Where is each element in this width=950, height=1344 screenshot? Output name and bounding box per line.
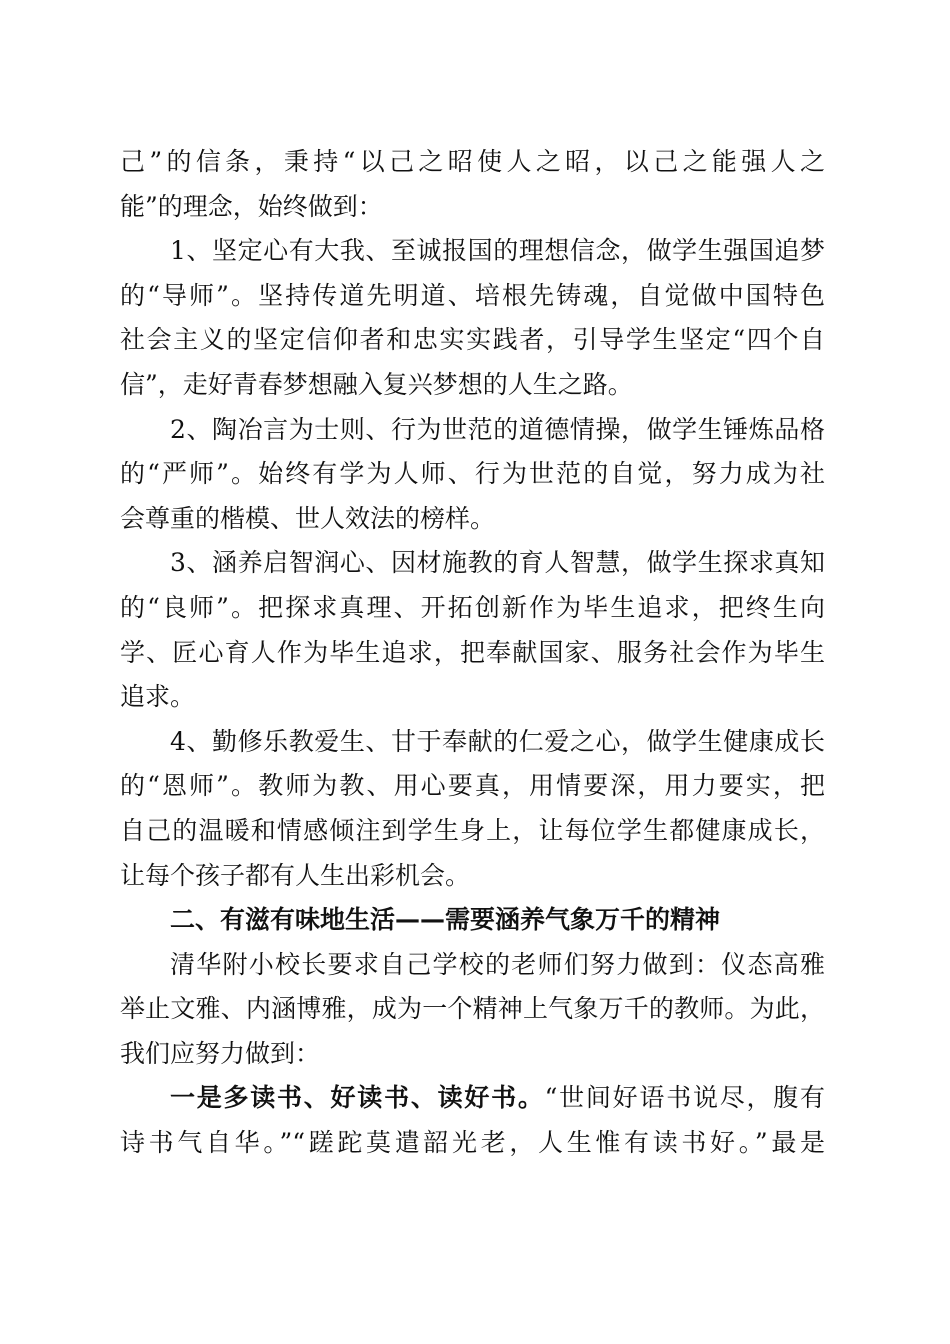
text-line: 的“严师”。始终有学为人师、行为世范的自觉，努力成为社 — [120, 459, 825, 489]
text-line: 学、匠心育人作为毕生追求，把奉献国家、服务社会作为毕生 — [120, 637, 825, 667]
text-line: 的“良师”。把探求真理、开拓创新作为毕生追求，把终生向 — [120, 592, 825, 622]
text-line: 我们应努力做到： — [120, 1038, 321, 1068]
text-line: 自己的温暖和情感倾注到学生身上，让每位学生都健康成长， — [120, 815, 825, 845]
text-line: 能”的理念，始终做到： — [120, 191, 383, 221]
numbered-paragraph-1 — [120, 229, 825, 407]
intro-paragraph — [120, 140, 825, 229]
text-line: 社会主义的坚定信仰者和忠实实践者，引导学生坚定“四个自 — [120, 325, 825, 355]
text-line: 会尊重的楷模、世人效法的榜样。 — [120, 503, 496, 533]
quote-text: “世间好语书说尽，腹有 — [544, 1083, 825, 1113]
text-line: 2、陶冶言为士则、行为世范的道德情操，做学生锤炼品格 — [170, 414, 825, 444]
text-line: 信”，走好青春梦想融入复兴梦想的人生之路。 — [120, 369, 633, 399]
numbered-paragraph-4 — [120, 720, 825, 898]
section-heading: 二、有滋有味地生活——需要涵养气象万千的精神 — [170, 905, 721, 935]
text-line: 己”的信条，秉持“以己之昭使人之昭，以己之能强人之 — [120, 147, 825, 176]
text-line: 1、坚定心有大我、至诚报国的理想信念，做学生强国追梦 — [170, 236, 825, 266]
text-line: 3、涵养启智润心、因材施教的育人智慧，做学生探求真知 — [170, 548, 825, 578]
section-paragraph — [120, 943, 825, 1077]
text-line: 追求。 — [120, 682, 196, 712]
text-line: 诗书气自华。”“蹉跎莫遣韶光老，人生惟有读书好。”最是 — [120, 1128, 825, 1158]
bold-lead-text: 一是多读书、好读书、读好书。 — [170, 1083, 545, 1113]
text-line: 的“导师”。坚持传道先明道、培根先铸魂，自觉做中国特色 — [120, 280, 825, 310]
document-page — [120, 140, 825, 1166]
text-line: 举止文雅、内涵博雅，成为一个精神上气象万千的教师。为此， — [120, 994, 825, 1024]
text-line: 4、勤修乐教爱生、甘于奉献的仁爱之心，做学生健康成长 — [170, 726, 825, 756]
text-line: 让每个孩子都有人生出彩机会。 — [120, 860, 471, 890]
text-line: 清华附小校长要求自己学校的老师们努力做到：仪态高雅 — [170, 949, 825, 979]
text-line: 的“恩师”。教师为教、用心要真，用情要深，用力要实，把 — [120, 771, 825, 801]
reading-paragraph — [120, 1076, 825, 1165]
text-line — [120, 1076, 825, 1121]
numbered-paragraph-2 — [120, 408, 825, 542]
numbered-paragraph-3 — [120, 541, 825, 719]
